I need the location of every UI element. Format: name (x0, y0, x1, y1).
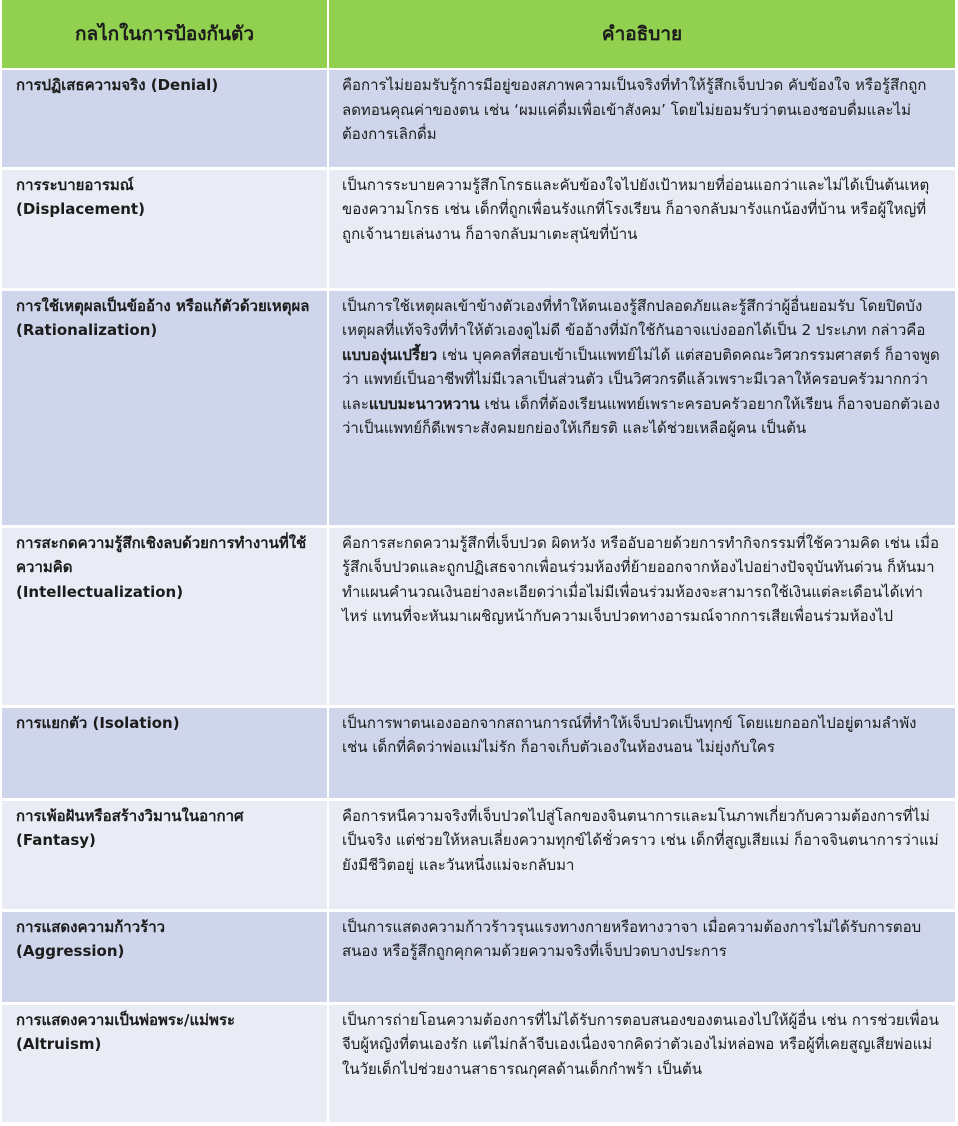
mechanism-term: การปฏิเสธความจริง (Denial) (2, 69, 328, 168)
mechanism-description: คือการสะกดความรู้สึกที่เจ็บปวด ผิดหวัง หรืออับอายด้วยการทำกิจกรรมที่ใช้ความคิด เช่น เมื่อรู้สึกเจ็บปวดและถูกปฏิเสธจากเพื่อนร่วมห้องที่ย้ายออกจากห้องไปอย่างปัจจุบันทันด่วน ก็หันมาทำแผนคำนวณเงินอย่างละเอียดว่าเมื่อไม่มีเพื่อนร่วมห้องจะสามารถใช้เงินแต่ละเดือนได้เท่าไหร่ แทนที่จะหันมาเผชิญหน้ากับความเจ็บปวดทางอารมณ์จากการเสียเพื่อนร่วมห้องไป (328, 526, 955, 706)
header-mechanism: กลไกในการป้องกันตัว (2, 0, 328, 69)
mechanism-term: การสะกดความรู้สึกเชิงลบด้วยการทำงานที่ใช้ความคิด (Intellectualization) (2, 526, 328, 706)
mechanism-term: การแสดงความเป็นพ่อพระ/แม่พระ (Altruism) (2, 1003, 328, 1123)
bold-sweet-lemon: แบบมะนาวหวาน (368, 394, 480, 413)
mechanism-description: คือการหนีความจริงที่เจ็บปวดไปสู่โลกของจินตนาการและมโนภาพเกี่ยวกับความต้องการที่ไม่เป็นจริง แต่ช่วยให้หลบเลี่ยงความทุกข์ได้ชั่วคราว เช่น เด็กที่สูญเสียแม่ ก็อาจจินตนาการว่าแม่ยังมีชีวิตอยู่ และวันหนึ่งแม่จะกลับมา (328, 799, 955, 910)
defense-mechanisms-table (2, 0, 955, 1125)
mechanism-description: เป็นการระบายความรู้สึกโกรธและคับข้องใจไปยังเป้าหมายที่อ่อนแอกว่าและไม่ได้เป็นต้นเหตุของความโกรธ เช่น เด็กที่ถูกเพื่อนรังแกที่โรงเรียน ก็อาจกลับมารังแกน้องที่บ้าน หรือผู้ใหญ่ที่ถูกเจ้านายเล่นงาน ก็อาจกลับมาเตะสุนัขที่บ้าน (328, 168, 955, 289)
table-row (2, 706, 955, 799)
mechanism-description: เป็นการถ่ายโอนความต้องการที่ไม่ได้รับการตอบสนองของตนเองไปให้ผู้อื่น เช่น การช่วยเพื่อนจีบผู้หญิงที่ตนเองรัก แต่ไม่กล้าจีบเองเนื่องจากคิดว่าตัวเองไม่หล่อพอ หรือผู้ที่เคยสูญเสียพ่อแม่ในวัยเด็กไปช่วยงานสาธารณกุศลด้านเด็กกำพร้า เป็นต้น (328, 1003, 955, 1123)
mechanism-term: การแยกตัว (Isolation) (2, 706, 328, 799)
table-row (2, 289, 955, 526)
mechanism-term: การระบายอารมณ์ (Displacement) (2, 168, 328, 289)
mechanism-description: เป็นการพาตนเองออกจากสถานการณ์ที่ทำให้เจ็บปวดเป็นทุกข์ โดยแยกออกไปอยู่ตามลำพัง เช่น เด็กที่คิดว่าพ่อแม่ไม่รัก ก็อาจเก็บตัวเองในห้องนอน ไม่ยุ่งกับใคร (328, 706, 955, 799)
mechanism-term: การแสดงความก้าวร้าว (Aggression) (2, 910, 328, 1003)
mechanism-term: การเพ้อฝันหรือสร้างวิมานในอากาศ (Fantasy) (2, 799, 328, 910)
bold-sour-grapes: แบบองุ่นเปรี้ยว (342, 345, 438, 364)
table-header-row (2, 0, 955, 69)
table-row (2, 1003, 955, 1123)
mechanism-term: การใช้เหตุผลเป็นข้ออ้าง หรือแก้ตัวด้วยเหตุผล (Rationalization) (2, 289, 328, 526)
table-row (2, 526, 955, 706)
mechanism-description: เป็นการแสดงความก้าวร้าวรุนแรงทางกายหรือทางวาจา เมื่อความต้องการไม่ได้รับการตอบสนอง หรือรู้สึกถูกคุกคามด้วยความจริงที่เจ็บปวดบางประการ (328, 910, 955, 1003)
table-row (2, 910, 955, 1003)
mechanism-description: คือการไม่ยอมรับรู้การมีอยู่ของสภาพความเป็นจริงที่ทำให้รู้สึกเจ็บปวด คับข้องใจ หรือรู้สึกถูกลดทอนคุณค่าของตน เช่น ‘ผมแค่ดื่มเพื่อเข้าสังคม’ โดยไม่ยอมรับว่าตนเองชอบดื่มและไม่ต้องการเลิกดื่ม (328, 69, 955, 168)
table-row (2, 799, 955, 910)
mechanism-description: เป็นการใช้เหตุผลเข้าข้างตัวเองที่ทำให้ตนเองรู้สึกปลอดภัยและรู้สึกว่าผู้อื่นยอมรับ โดยปิดบังเหตุผลที่แท้จริงที่ทำให้ตัวเองดูไม่ดี ข้ออ้างที่มักใช้กันอาจแบ่งออกได้เป็น 2 ประเภท กล่าวคือ แบบองุ่นเปรี้ยว เช่น บุคคลที่สอบเข้าเป็นแพทย์ไม่ได้ แต่สอบติดคณะวิศวกรรมศาสตร์ ก็อาจพูดว่า แพทย์เป็นอาชีพที่ไม่มีเวลาเป็นส่วนตัว เป็นวิศวกรดีแล้วเพราะมีเวลาให้ครอบครัวมากกว่า และแบบมะนาวหวาน เช่น เด็กที่ต้องเรียนแพทย์เพราะครอบครัวอยากให้เรียน ก็อาจบอกตัวเองว่าเป็นแพทย์ก็ดีเพราะสังคมยกย่องให้เกียรติ และได้ช่วยเหลือผู้คน เป็นต้น (328, 289, 955, 526)
table-row (2, 69, 955, 168)
header-description: คำอธิบาย (328, 0, 955, 69)
table-row (2, 168, 955, 289)
